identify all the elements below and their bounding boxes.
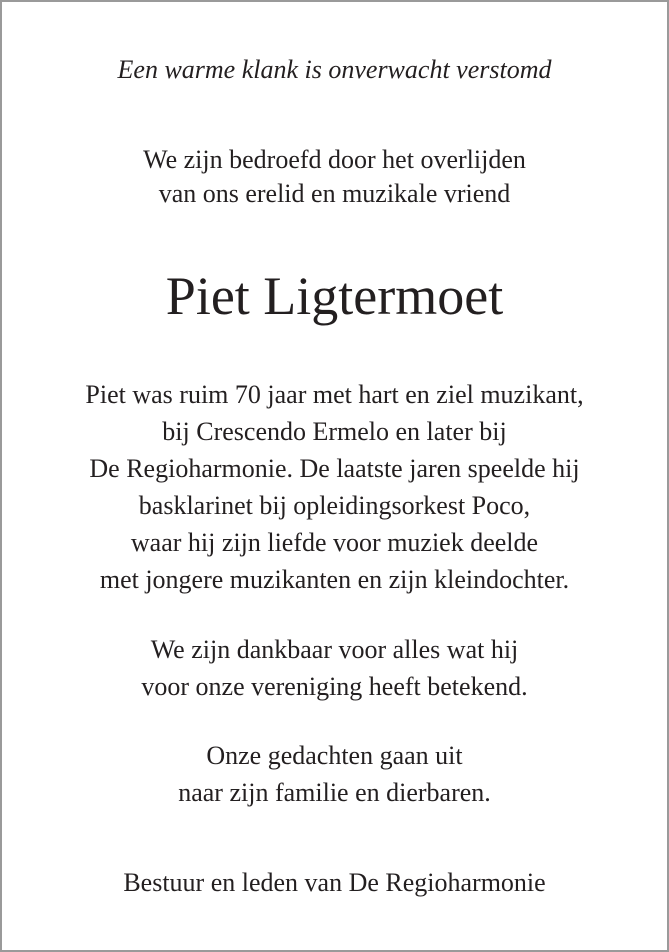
gratitude-line: voor onze vereniging heeft betekend. [141, 672, 528, 701]
tribute-line: waar hij zijn liefde voor muziek deelde [130, 528, 539, 557]
intro-line: We zijn bedroefd door het overlijden [143, 145, 526, 174]
tribute-line: basklarinet bij opleidingsorkest Poco, [138, 491, 531, 520]
tribute-paragraph [2, 376, 667, 598]
signature-line: Bestuur en leden van De Regioharmonie [123, 868, 546, 897]
tribute-line: bij Crescendo Ermelo en later bij [162, 417, 507, 446]
thoughts-paragraph [2, 737, 667, 811]
intro-line: van ons erelid en muzikale vriend [158, 179, 511, 208]
tribute-line: De Regioharmonie. De laatste jaren speelde hij [89, 454, 580, 483]
motto-line: Een warme klank is onverwacht verstomd [117, 55, 552, 84]
thoughts-line: naar zijn familie en dierbaren. [178, 778, 491, 807]
gratitude-line: We zijn dankbaar voor alles wat hij [150, 635, 519, 664]
thoughts-line: Onze gedachten gaan uit [206, 741, 463, 770]
tribute-line: met jongere muzikanten en zijn kleindochter. [99, 565, 570, 594]
intro-text [2, 143, 667, 211]
tribute-line: Piet was ruim 70 jaar met hart en ziel muzikant, [85, 380, 584, 409]
deceased-name: Piet Ligtermoet [165, 266, 504, 326]
gratitude-paragraph [2, 631, 667, 705]
